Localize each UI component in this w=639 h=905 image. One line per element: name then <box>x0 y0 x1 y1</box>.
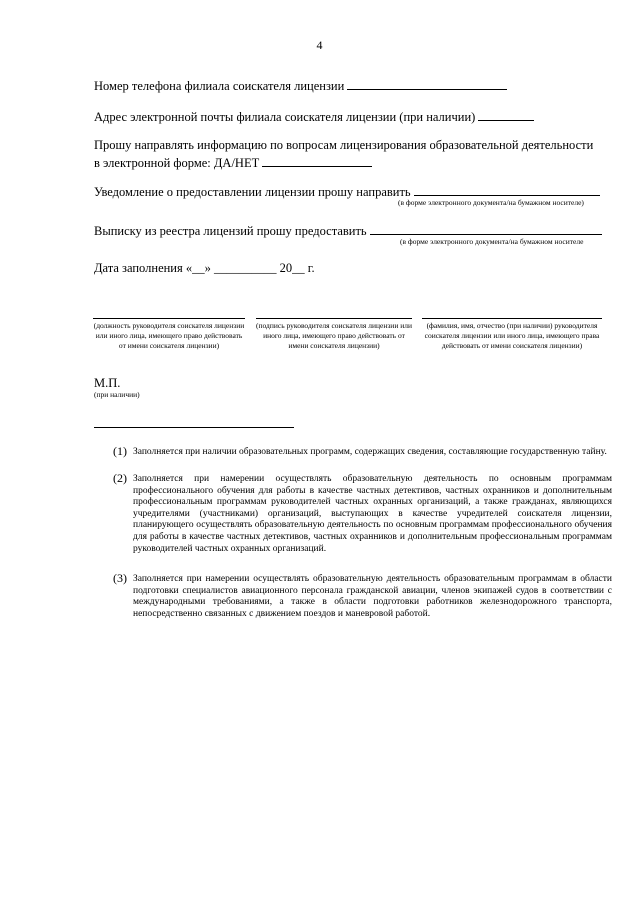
footnote-text: Заполняется при намерении осуществлять образовательную деятельность образовательным программам в области подготовки специалистов авиационного персонала гражданской авиации, членов экипажей судов в соответствии с международными требованиями, а также в области подготовки работников железнодорожного транспорта, непосредственно связанных с движением поездов и маневровой работой. <box>133 574 612 619</box>
info-request-line-2: в электронной форме: ДА/НЕТ <box>94 156 260 170</box>
footnote-mark: (3) <box>113 571 127 585</box>
footnote-3 <box>113 571 612 620</box>
notice-label: Уведомление о предоставлении лицензии прошу направить <box>94 185 411 199</box>
info-request-blank[interactable] <box>262 153 372 167</box>
email-field-row <box>94 107 534 125</box>
extract-blank[interactable] <box>370 221 602 235</box>
footnote-mark: (2) <box>113 471 127 485</box>
name-caption: (фамилия, имя, отчество (при наличии) руководителя соискателя лицензии или иного лица, имеющего права действовать от имени соискателя лицензии) <box>424 321 600 350</box>
phone-field-blank[interactable] <box>347 76 507 90</box>
fill-date[interactable]: Дата заполнения «__» __________ 20__ г. <box>94 261 315 275</box>
footnote-1 <box>113 444 612 459</box>
position-signature-line[interactable] <box>93 318 245 319</box>
phone-field-label: Номер телефона филиала соискателя лицензии <box>94 79 345 93</box>
page-number: 4 <box>316 38 323 52</box>
notice-blank[interactable] <box>414 182 600 196</box>
position-caption: (должность руководителя соискателя лицензии или иного лица, имеющего право действовать от имени соискателя лицензии) <box>93 321 245 350</box>
footnote-text: Заполняется при наличии образовательных программ, содержащих сведения, составляющие государственную тайну. <box>133 447 607 457</box>
info-request-row <box>94 153 372 171</box>
info-request-line-1: Прошу направлять информацию по вопросам лицензирования образовательной деятельности <box>94 138 594 152</box>
email-field-label: Адрес электронной почты филиала соискателя лицензии (при наличии) <box>94 110 476 124</box>
stamp-note: (при наличии) <box>94 390 140 399</box>
signature-caption: (подпись руководителя соискателя лицензии или иного лица, имеющего право действовать от имени соискателя лицензии) <box>256 321 412 350</box>
footnote-2 <box>113 471 612 555</box>
email-field-blank[interactable] <box>478 107 534 121</box>
phone-field-row <box>94 76 507 94</box>
notice-hint: (в форме электронного документа/на бумажном носителе) <box>398 198 584 207</box>
extract-hint: (в форме электронного документа/на бумажном носителе <box>400 237 584 246</box>
signature-line[interactable] <box>256 318 412 319</box>
stamp-label: М.П. <box>94 376 121 390</box>
footnote-mark: (1) <box>113 444 127 458</box>
name-signature-line[interactable] <box>422 318 602 319</box>
footnote-separator <box>94 427 294 428</box>
extract-label: Выписку из реестра лицензий прошу предоставить <box>94 224 367 238</box>
footnote-text: Заполняется при намерении осуществлять образовательную деятельность по основным программам профессионального обучения для работы в качестве частных детективов, частных охранников и дополнительным профессиональным программам руководителей частных охранных организаций, а также гражданах, являющихся учредителями (участниками) организаций, выступающих в качестве учредителей соискателя лицензии, планирующего осуществлять образовательную деятельность по основным программам профессионального обучения для работы в качестве частных детективов, частных охранников и дополнительным профессиональным программам руководителей частных охранных организаций. <box>133 474 612 554</box>
